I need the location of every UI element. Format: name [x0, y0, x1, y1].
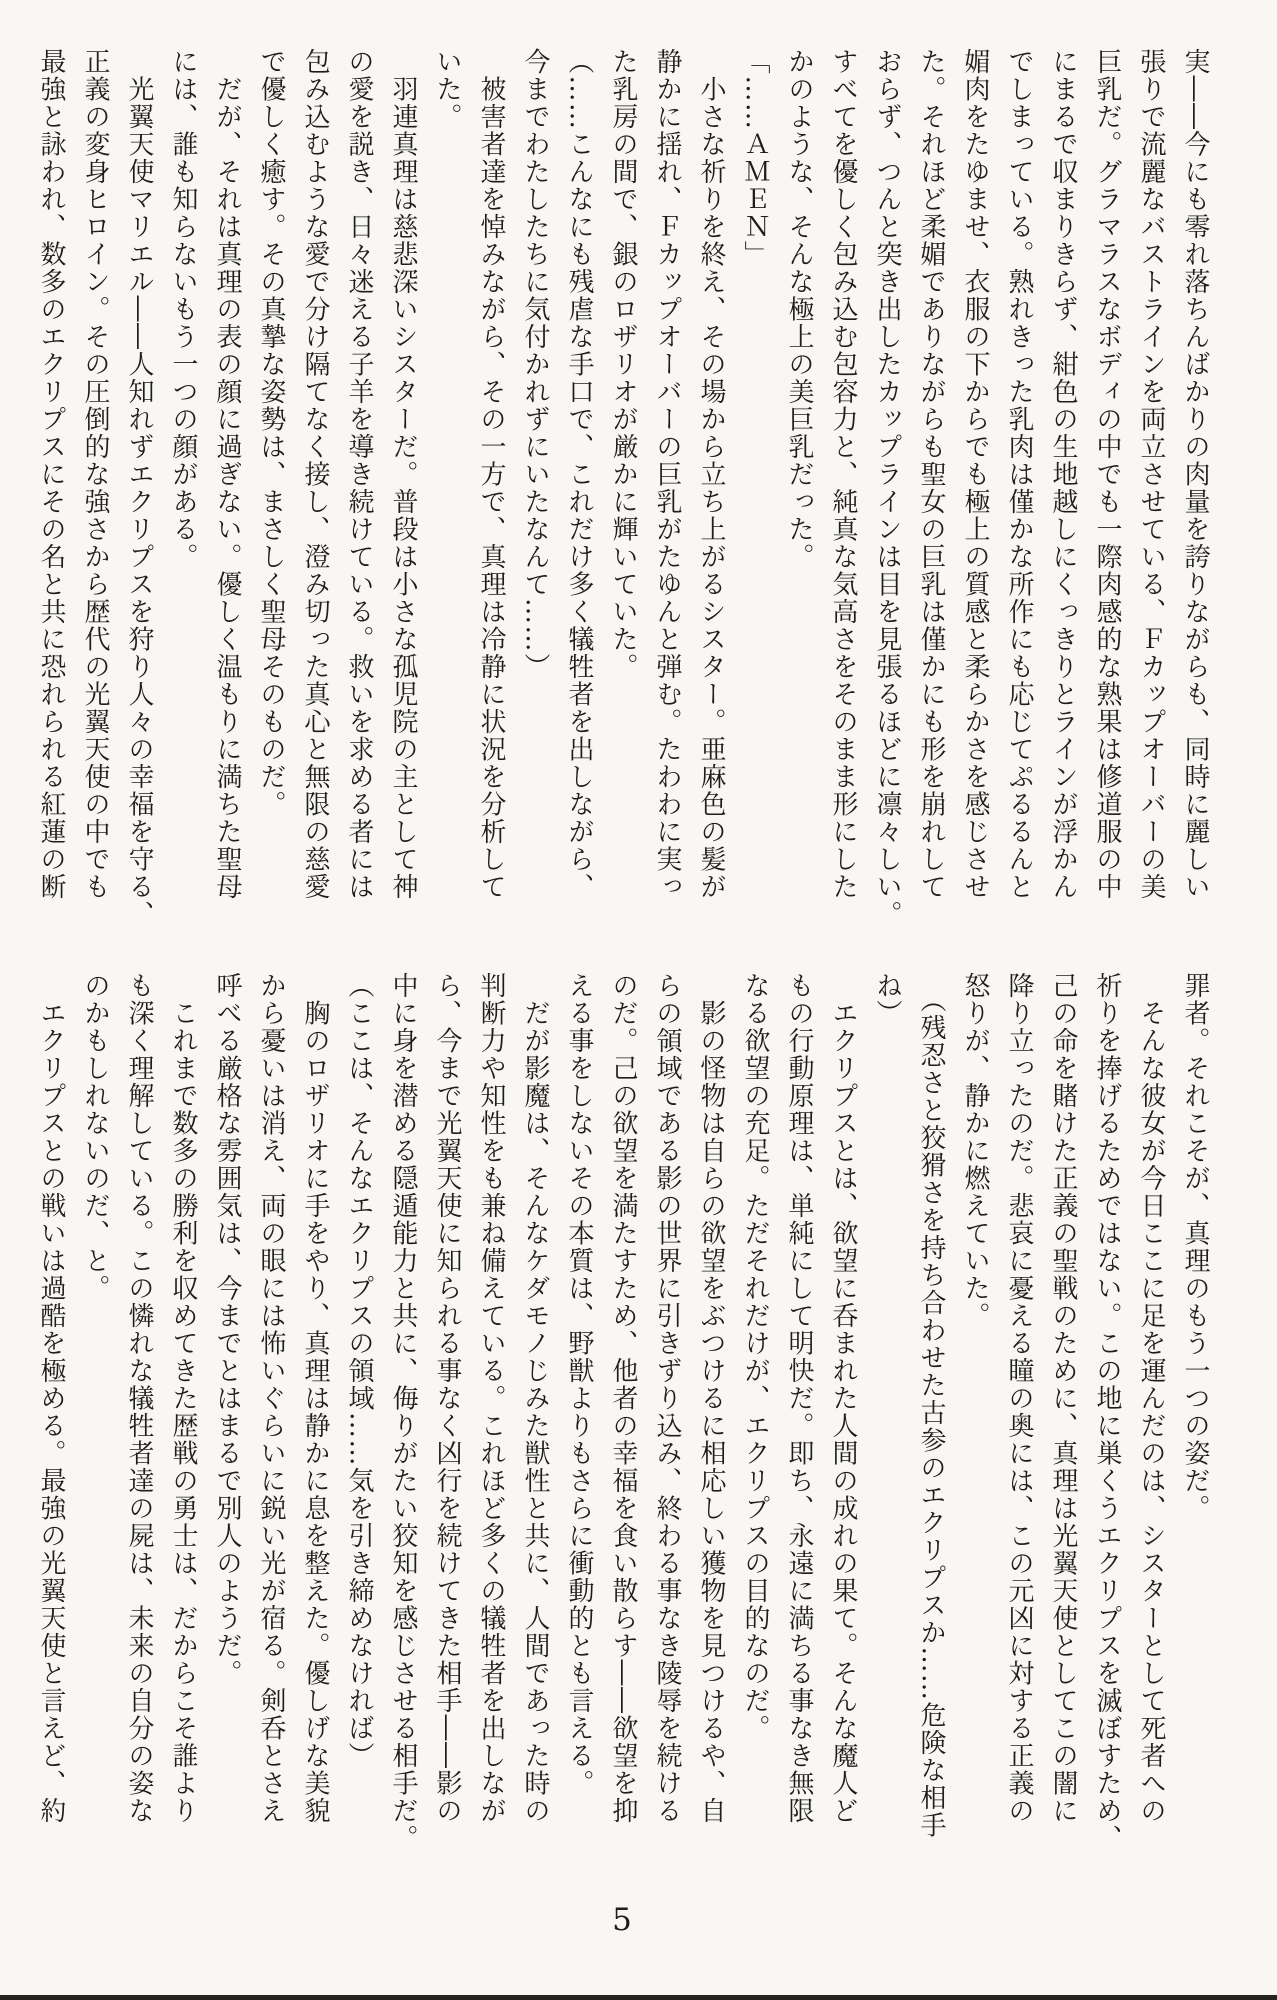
text-column: 呼べる厳格な雰囲気は、今までとはまるで別人のようだ。 — [212, 972, 242, 1687]
text-column: 降り立ったのだ。悲哀に憂える瞳の奥には、この元凶に対する正義の — [1004, 972, 1034, 1825]
text-column: 中に身を潜める隠遁能力と共に、侮りがたい狡知を感じさせる相手だ。 — [388, 972, 418, 1852]
text-column: 媚肉をたゆませ、衣服の下からでも極上の質感と柔らかさを感じさせ — [960, 48, 990, 901]
text-column: （残忍さと狡猾さを持ち合わせた古参のエクリプスか……危険な相手 — [916, 972, 946, 1839]
text-column: らの領域である影の世界に引きずり込み、終わる事なき陵辱を続ける — [652, 972, 682, 1825]
text-column: 正義の変身ヒロイン。その圧倒的な強さから歴代の光翼天使の中でも — [80, 48, 110, 901]
text-block-bottom — [29, 972, 1217, 1852]
text-column: エクリプスとは、欲望に呑まれた人間の成れの果て。そんな魔人ど — [828, 972, 858, 1825]
scan-edge-line — [0, 1995, 1277, 2000]
text-column: かのような、そんな極上の美巨乳だった。 — [784, 48, 814, 571]
text-column: には、誰も知らないもう一つの顔がある。 — [168, 48, 198, 571]
text-column: 判断力や知性をも兼ね備えている。これほど多くの犠牲者を出しなが — [476, 972, 506, 1825]
text-column: （……こんなにも残虐な手口で、これだけ多く犠牲者を出しながら、 — [564, 48, 594, 901]
text-column: ね） — [872, 972, 902, 1027]
text-column: 己の命を賭けた正義の聖戦のために、真理は光翼天使としてこの闇に — [1048, 972, 1078, 1825]
text-column: でしまっている。熟れきった乳肉は僅かな所作にも応じてぷるるんと — [1004, 48, 1034, 901]
text-column: にまるで収まりきらず、紺色の生地越しにくっきりとラインが浮かん — [1048, 48, 1078, 901]
text-column: だが、それは真理の表の顔に過ぎない。優しく温もりに満ちた聖母 — [212, 48, 242, 901]
text-column: のかもしれないのだ、と。 — [80, 972, 110, 1302]
text-column: 被害者達を悼みながら、その一方で、真理は冷静に状況を分析して — [476, 48, 506, 901]
text-column: 静かに揺れ、Ｆカップオーバーの巨乳がたゆんと弾む。たわわに実っ — [652, 48, 682, 901]
text-column: た。それほど柔媚でありながらも聖女の巨乳は僅かにも形を崩れして — [916, 48, 946, 901]
text-column: のだ。己の欲望を満たすため、他者の幸福を食い散らす――欲望を抑 — [608, 972, 638, 1825]
text-column: で優しく癒す。その真摯な姿勢は、まさしく聖母そのものだ。 — [256, 48, 286, 818]
text-column: た乳房の間で、銀のロザリオが厳かに輝いていた。 — [608, 48, 638, 681]
text-column: 今までわたしたちに気付かれずにいたなんて……） — [520, 48, 550, 681]
text-column: 包み込むような愛で分け隔てなく接し、澄み切った真心と無限の慈愛 — [300, 48, 330, 901]
text-column: 怒りが、静かに燃えていた。 — [960, 972, 990, 1330]
text-column: すべてを優しく包み込む包容力と、純真な気高さをそのまま形にした — [828, 48, 858, 901]
text-column: ら、今まで光翼天使に知られる事なく凶行を続けてきた相手――影の — [432, 972, 462, 1825]
text-column: 張りで流麗なバストラインを両立させている、Ｆカップオーバーの美 — [1136, 48, 1166, 901]
text-column: 祈りを捧げるためではない。この地に巣くうエクリプスを滅ぼすため、 — [1092, 972, 1122, 1852]
text-column: いた。 — [432, 48, 462, 131]
text-column: これまで数多の勝利を収めてきた歴戦の勇士は、だからこそ誰より — [168, 972, 198, 1825]
text-column: 罪者。それこそが、真理のもう一つの姿だ。 — [1180, 972, 1210, 1522]
text-column: なる欲望の充足。ただそれだけが、エクリプスの目的なのだ。 — [740, 972, 770, 1742]
text-column: 胸のロザリオに手をやり、真理は静かに息を整えた。優しげな美貌 — [300, 972, 330, 1825]
text-column: おらず、つんと突き出したカップラインは目を見張るほどに凛々しい。 — [872, 48, 902, 928]
text-column: もの行動原理は、単純にして明快だ。即ち、永遠に満ちる事なき無限 — [784, 972, 814, 1825]
text-column: 羽連真理は慈悲深いシスターだ。普段は小さな孤児院の主として神 — [388, 48, 418, 901]
text-column: そんな彼女が今日ここに足を運んだのは、シスターとして死者への — [1136, 972, 1166, 1825]
text-column: 影の怪物は自らの欲望をぶつけるに相応しい獲物を見つけるや、自 — [696, 972, 726, 1825]
text-column: 小さな祈りを終え、その場から立ち上がるシスター。亜麻色の髪が — [696, 48, 726, 901]
text-column: の愛を説き、日々迷える子羊を導き続けている。救いを求める者には — [344, 48, 374, 901]
text-column: だが影魔は、そんなケダモノじみた獣性と共に、人間であった時の — [520, 972, 550, 1825]
text-column: える事をしないその本質は、野獣よりもさらに衝動的とも言える。 — [564, 972, 594, 1797]
text-column: エクリプスとの戦いは過酷を極める。最強の光翼天使と言えど、約 — [36, 972, 66, 1825]
text-column: 最強と詠われ、数多のエクリプスにその名と共に恐れられる紅蓮の断 — [36, 48, 66, 901]
page-number: 5 — [612, 1902, 632, 1938]
text-column: 「……ＡＭＥＮ」 — [740, 48, 770, 268]
text-column: 実――今にも零れ落ちんばかりの肉量を誇りながらも、同時に麗しい — [1180, 48, 1210, 901]
text-column: も深く理解している。この憐れな犠牲者達の屍は、未来の自分の姿な — [124, 972, 154, 1825]
text-block-top — [29, 48, 1217, 928]
text-column: 巨乳だ。グラマラスなボディの中でも一際肉感的な熟果は修道服の中 — [1092, 48, 1122, 901]
text-column: 光翼天使マリエル――人知れずエクリプスを狩り人々の幸福を守る、 — [124, 48, 154, 928]
text-column: （ここは、そんなエクリプスの領域……気を引き締めなければ） — [344, 972, 374, 1770]
text-column: から憂いは消え、両の眼には怖いぐらいに鋭い光が宿る。剣呑とさえ — [256, 972, 286, 1825]
